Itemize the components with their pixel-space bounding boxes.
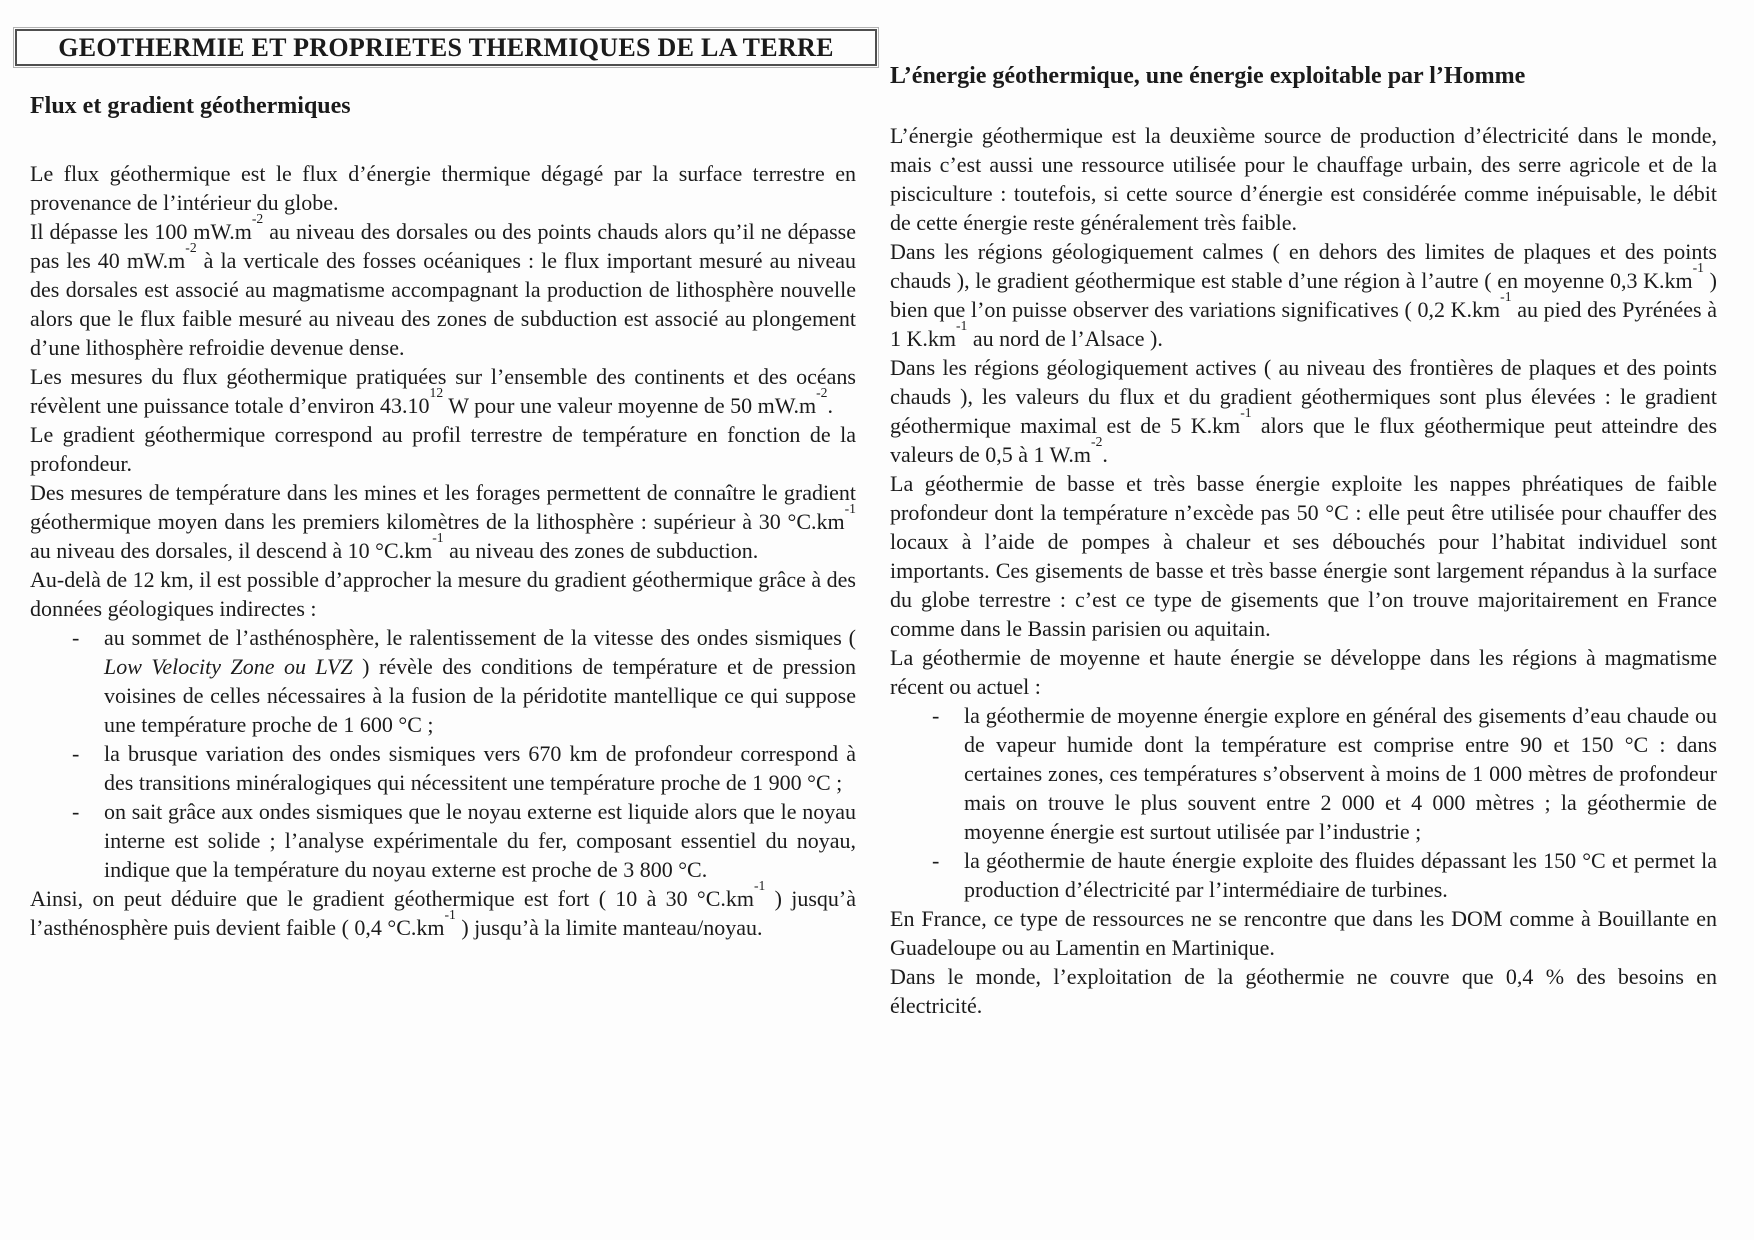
bullet-dash: - bbox=[72, 625, 80, 650]
section-heading-flux: Flux et gradient géothermiques bbox=[30, 93, 351, 119]
bullet-dash: - bbox=[932, 703, 940, 728]
paragraph: La géothermie de basse et très basse énergie exploite les nappes phréatiques de faible profondeur dont la température n’excède pas 50 °C : elle peut être utilisée pour chauffer des locaux à l’aide de pompes à chaleur et ses débouchés pour l’habitat individuel sont importants. Ces gisements de basse et très basse énergie sont largement répandus à la surface du globe terrestre : c’est ce type de gisements que l’on trouve majoritairement en France comme dans le Bassin parisien ou aquitain. bbox=[890, 471, 1717, 641]
list-item bbox=[890, 701, 1717, 846]
document-title-box bbox=[15, 29, 877, 66]
list-item-text: la brusque variation des ondes sismiques vers 670 km de profondeur correspond à des transitions minéralogiques qui nécessitent une température proche de 1 900 °C ; bbox=[104, 741, 856, 795]
paragraph: Le gradient géothermique correspond au profil terrestre de température en fonction de la profondeur. bbox=[30, 422, 856, 476]
list-item bbox=[30, 797, 856, 884]
right-column bbox=[890, 62, 1717, 1020]
document-title: GEOTHERMIE ET PROPRIETES THERMIQUES DE LA TERRE bbox=[58, 32, 834, 62]
paragraph: Il dépasse les 100 $mW.m^{-2}$ au niveau des dorsales ou des points chauds alors qu’il ne dépasse pas les 40 $mW.m^{-2}$ à la verticale des fosses océaniques : le flux important mesuré au niveau des dorsales est associé au magmatisme accompagnant la production de lithosphère nouvelle alors que le flux faible mesuré au niveau des zones de subduction est associé au plongement d’une lithosphère refroidie devenue dense. bbox=[30, 211, 856, 360]
paragraph: Dans les régions géologiquement calmes ( en dehors des limites de plaques et des points chauds ), le gradient géothermique est stable d’une région à l’autre ( en moyenne 0,3 $K.km^{-1}$ ) bien que l’on puisse observer des variations significatives ( 0,2 $K.km^{-1}$ au pied des Pyrénées à 1 $K.km^{-1}$ au nord de l’Alsace ). bbox=[890, 239, 1717, 351]
list-item bbox=[30, 739, 856, 797]
paragraph: Dans les régions géologiquement actives ( au niveau des frontières de plaques et des points chauds ), les valeurs du flux et du gradient géothermiques sont plus élevées : le gradient géothermique maximal est de 5 $K.km^{-1}$ alors que le flux géothermique peut atteindre des valeurs de 0,5 à 1 $W.m^{-2}$. bbox=[890, 355, 1718, 467]
paragraph: En France, ce type de ressources ne se rencontre que dans les DOM comme à Bouillante en Guadeloupe ou au Lamentin en Martinique. bbox=[890, 906, 1717, 960]
paragraph: Ainsi, on peut déduire que le gradient géothermique est fort ( 10 à 30 $^\circ C.km^{-1}$ ) jusqu’à l’asthénosphère puis devient faible ( 0,4 $^\circ C.km^{-1}$ ) jusqu’à la limite manteau/noyau. bbox=[30, 878, 857, 940]
paragraph: Le flux géothermique est le flux d’énergie thermique dégagé par la surface terrestre en provenance de l’intérieur du globe. bbox=[30, 161, 856, 215]
list-item bbox=[30, 623, 856, 739]
list-item-text: on sait grâce aux ondes sismiques que le noyau externe est liquide alors que le noyau interne est solide ; l’analyse expérimentale du fer, composant essentiel du noyau, indique que la température du noyau externe est proche de 3 800 °C. bbox=[104, 799, 856, 882]
paragraph: Des mesures de température dans les mines et les forages permettent de connaître le gradient géothermique moyen dans les premiers kilomètres de la lithosphère : supérieur à 30 $^\circ C.km^{-1}$ au niveau des dorsales, il descend à 10 $^\circ C.km^{-1}$ au niveau des zones de subduction. bbox=[30, 480, 856, 563]
bullet-dash: - bbox=[72, 741, 80, 766]
list-item-text: au sommet de l’asthénosphère, le ralentissement de la vitesse des ondes sismiques ( Low Velocity Zone ou LVZ ) révèle des conditions de température et de pression voisines de celles nécessaires à la fusion de la péridotite mantellique ce qui suppose une température proche de 1 600 °C ; bbox=[104, 625, 857, 737]
bullet-dash: - bbox=[72, 799, 80, 824]
paragraph: L’énergie géothermique est la deuxième source de production d’électricité dans le monde, mais c’est aussi une ressource utilisée pour le chauffage urbain, des serre agricole et de la pisciculture : toutefois, si cette source d’énergie est considérée comme inépuisable, le débit de cette énergie reste généralement très faible. bbox=[890, 123, 1717, 235]
paragraph: Dans le monde, l’exploitation de la géothermie ne couvre que 0,4 % des besoins en électricité. bbox=[890, 964, 1717, 1018]
paragraph: Au-delà de 12 km, il est possible d’approcher la mesure du gradient géothermique grâce à des données géologiques indirectes : bbox=[30, 567, 856, 621]
section-heading-energie: L’énergie géothermique, une énergie exploitable par l’Homme bbox=[890, 63, 1526, 89]
list-item-text: la géothermie de moyenne énergie explore en général des gisements d’eau chaude ou de vapeur humide dont la température est comprise entre 90 et 150 °C : dans certaines zones, ces températures s’observent à moins de 1 000 mètres de profondeur mais on trouve le plus souvent entre 2 000 et 4 000 mètres ; la géothermie de moyenne énergie est surtout utilisée par l’industrie ; bbox=[964, 703, 1717, 844]
bullet-dash: - bbox=[932, 848, 940, 873]
left-column bbox=[30, 92, 856, 942]
paragraph: La géothermie de moyenne et haute énergie se développe dans les régions à magmatisme récent ou actuel : bbox=[890, 645, 1717, 699]
paragraph: Les mesures du flux géothermique pratiquées sur l’ensemble des continents et des océans révèlent une puissance totale d’environ 43.10$^{12}$ W pour une valeur moyenne de 50 $mW.m^{-2}$. bbox=[30, 364, 856, 418]
list-item-text: la géothermie de haute énergie exploite des fluides dépassant les 150 °C et permet la production d’électricité par l’intermédiaire de turbines. bbox=[964, 848, 1717, 902]
list-item bbox=[890, 846, 1717, 904]
